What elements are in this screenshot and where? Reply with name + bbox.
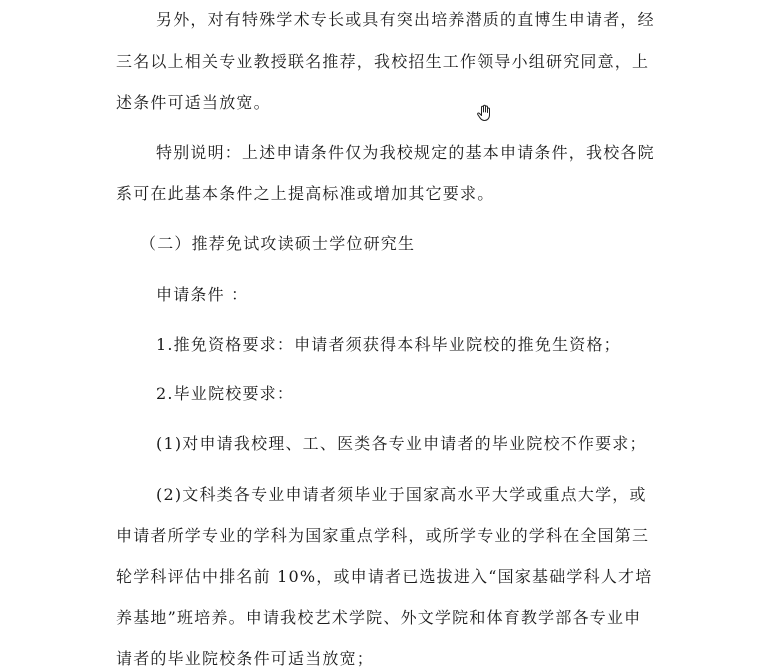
conditions-label: 申请条件 ： [156,285,249,304]
paragraph-2-line-2: 系可在此基本条件之上提高标准或增加其它要求。 [116,184,495,203]
sub-item-2-line-2: 申请者所学专业的学科为国家重点学科，或所学专业的学科在全国第三 [116,526,650,545]
list-item-2: 2.毕业院校要求： [156,384,295,403]
paragraph-1-line-1: 另外，对有特殊学术专长或具有突出培养潜质的直博生申请者，经 [156,10,655,29]
sub-item-2-line-1: (2)文科类各专业申请者须毕业于国家高水平大学或重点大学，或 [156,485,647,504]
hand-pointer-icon [476,104,492,122]
sub-item-2-line-3: 轮学科评估中排名前 10%，或申请者已选拔进入“国家基础学科人才培 [116,567,653,586]
paragraph-2-line-1: 特别说明：上述申请条件仅为我校规定的基本申请条件，我校各院 [156,143,655,162]
paragraph-1-line-3: 述条件可适当放宽。 [116,93,271,112]
section-heading: （二）推荐免试攻读硕士学位研究生 [140,234,416,253]
sub-item-1: (1)对申请我校理、工、医类各专业申请者的毕业院校不作要求； [156,434,647,453]
list-item-1: 1.推免资格要求：申请者须获得本科毕业院校的推免生资格； [156,335,621,354]
sub-item-2-line-5: 请者的毕业院校条件可适当放宽； [116,649,375,668]
paragraph-1-line-2: 三名以上相关专业教授联名推荐，我校招生工作领导小组研究同意，上 [116,52,650,71]
sub-item-2-line-4: 养基地”班培养。申请我校艺术学院、外文学院和体育教学部各专业申 [116,608,642,627]
